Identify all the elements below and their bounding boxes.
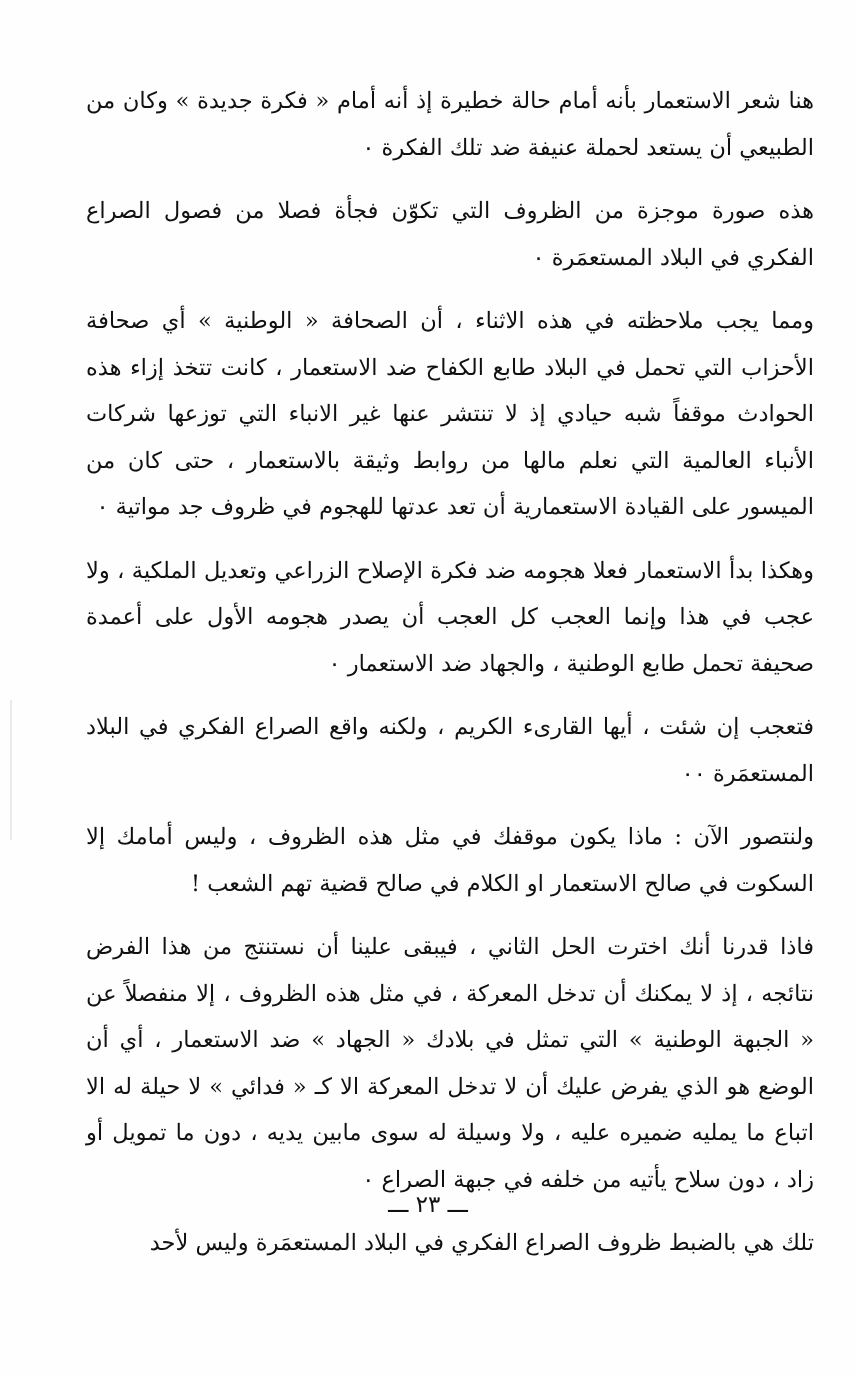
paragraph-6: ولنتصور الآن : ماذا يكون موقفك في مثل هذه الظروف ، وليس أمامك إلا السكوت في صالح الاستعمار او الكلام في صالح قضية تهم الشعب ! [86,824,814,897]
paragraph-5: فتعجب إن شئت ، أيها القارىء الكريم ، ولكنه واقع الصراع الفكري في البلاد المستعمَرة ٠٠ [86,714,814,787]
paragraph-3: ومما يجب ملاحظته في هذه الاثناء ، أن الصحافة « الوطنية » أي صحافة الأحزاب التي تحمل في البلاد طابع الكفاح ضد الاستعمار ، كانت تتخذ إزاء هذه الحوادث موقفاً شبه حيادي إذ لا تنتشر عنها غير الانباء التي توزعها شركات الأنباء العالمية التي نعلم مالها من روابط وثيقة بالاستعمار ، حتى كان من الميسور على القيادة الاستعمارية أن تعد عدتها للهجوم في ظروف جد مواتية ٠ [86,308,814,520]
page-number: ـــ ٢٣ ـــ [388,1192,468,1218]
paragraph-2: هذه صورة موجزة من الظروف التي تكوّن فجأة فصلا من فصول الصراع الفكري في البلاد المستعمَرة ٠ [86,198,814,271]
scan-edge-mark [10,700,12,840]
body-text [86,78,814,1284]
paragraph-1: هنا شعر الاستعمار بأنه أمام حالة خطيرة إذ أنه أمام « فكرة جديدة » وكان من الطبيعي أن يستعد لحملة عنيفة ضد تلك الفكرة ٠ [86,88,814,161]
paragraph-7: فاذا قدرنا أنك اخترت الحل الثاني ، فيبقى علينا أن نستنتج من هذا الفرض نتائجه ، إذ لا يمكنك أن تدخل المعركة ، في مثل هذه الظروف ، إلا منفصلاً عن « الجبهة الوطنية » التي تمثل في بلادك « الجهاد » ضد الاستعمار ، أي أن الوضع هو الذي يفرض عليك أن لا تدخل المعركة الا كـ « فدائي » لا حيلة له الا اتباع ما يمليه ضميره عليه ، ولا وسيلة له سوى مابين يديه ، دون ما تمويل أو زاد ، دون سلاح يأتيه من خلفه في جبهة الصراع ٠ [86,934,814,1193]
paragraph-4: وهكذا بدأ الاستعمار فعلا هجومه ضد فكرة الإصلاح الزراعي وتعديل الملكية ، ولا عجب في هذا وإنما العجب كل العجب أن يصدر هجومه الأول على أعمدة صحيفة تحمل طابع الوطنية ، والجهاد ضد الاستعمار ٠ [86,557,814,677]
paragraph-8: تلك هي بالضبط ظروف الصراع الفكري في البلاد المستعمَرة وليس لأحد [149,1230,814,1256]
